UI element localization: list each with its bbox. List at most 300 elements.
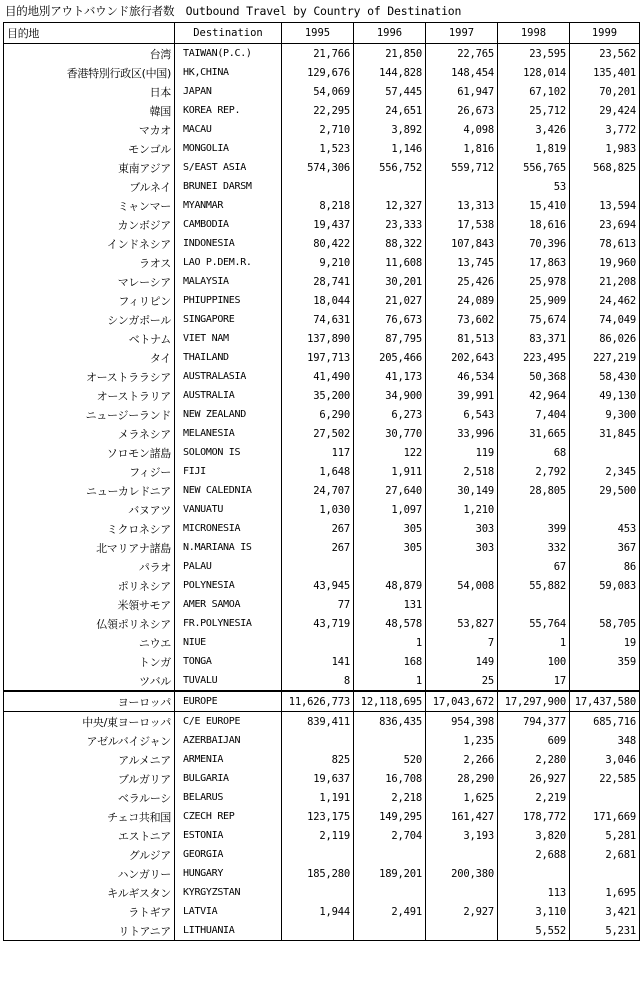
value-1999: 17,437,580 (570, 691, 640, 712)
destination-en: AMER SAMOA (175, 595, 282, 614)
destination-en: FIJI (175, 462, 282, 481)
value-1995 (282, 845, 354, 864)
value-1995: 24,707 (282, 481, 354, 500)
value-1998: 3,110 (498, 902, 570, 921)
destination-en: MACAU (175, 120, 282, 139)
header-year-1999: 1999 (570, 23, 640, 44)
destination-jp: オーストラリア (4, 386, 175, 405)
value-1998: 3,820 (498, 826, 570, 845)
value-1999: 9,300 (570, 405, 640, 424)
value-1997: 30,149 (426, 481, 498, 500)
outbound-travel-table (3, 22, 640, 941)
value-1999: 24,462 (570, 291, 640, 310)
value-1998 (498, 864, 570, 883)
table-row (4, 807, 640, 826)
value-1997 (426, 921, 498, 941)
value-1995: 54,069 (282, 82, 354, 101)
value-1997: 1,816 (426, 139, 498, 158)
destination-jp: 中央/東ヨーロッパ (4, 712, 175, 732)
table-row (4, 538, 640, 557)
value-1997: 53,827 (426, 614, 498, 633)
destination-jp: メラネシア (4, 424, 175, 443)
table-row (4, 310, 640, 329)
value-1995: 43,719 (282, 614, 354, 633)
value-1996: 2,491 (354, 902, 426, 921)
value-1999: 86 (570, 557, 640, 576)
destination-jp: ミクロネシア (4, 519, 175, 538)
value-1998: 83,371 (498, 329, 570, 348)
value-1998: 67 (498, 557, 570, 576)
value-1998: 7,404 (498, 405, 570, 424)
value-1999: 3,421 (570, 902, 640, 921)
table-row (4, 769, 640, 788)
value-1996: 1 (354, 633, 426, 652)
header-year-1996: 1996 (354, 23, 426, 44)
value-1996: 16,708 (354, 769, 426, 788)
value-1999: 13,594 (570, 196, 640, 215)
destination-en: KYRGYZSTAN (175, 883, 282, 902)
destination-jp: ラトギア (4, 902, 175, 921)
table-row (4, 386, 640, 405)
value-1995: 197,713 (282, 348, 354, 367)
value-1995: 6,290 (282, 405, 354, 424)
destination-jp: ラオス (4, 253, 175, 272)
value-1996: 30,770 (354, 424, 426, 443)
destination-jp: フィジー (4, 462, 175, 481)
destination-jp: オーストララシア (4, 367, 175, 386)
value-1995: 825 (282, 750, 354, 769)
value-1998: 2,688 (498, 845, 570, 864)
value-1996: 2,704 (354, 826, 426, 845)
table-row (4, 405, 640, 424)
value-1998: 794,377 (498, 712, 570, 732)
value-1997: 73,602 (426, 310, 498, 329)
value-1995: 74,631 (282, 310, 354, 329)
value-1999 (570, 864, 640, 883)
table-row (4, 652, 640, 671)
destination-en: VANUATU (175, 500, 282, 519)
destination-en: LATVIA (175, 902, 282, 921)
value-1995 (282, 177, 354, 196)
destination-jp: チェコ共和国 (4, 807, 175, 826)
value-1995: 41,490 (282, 367, 354, 386)
value-1998: 15,410 (498, 196, 570, 215)
value-1995: 27,502 (282, 424, 354, 443)
destination-en: NEW ZEALAND (175, 405, 282, 424)
value-1996: 205,466 (354, 348, 426, 367)
value-1996: 836,435 (354, 712, 426, 732)
value-1997: 3,193 (426, 826, 498, 845)
header-year-1998: 1998 (498, 23, 570, 44)
value-1996: 1,097 (354, 500, 426, 519)
value-1999: 19,960 (570, 253, 640, 272)
value-1999: 367 (570, 538, 640, 557)
value-1999 (570, 177, 640, 196)
value-1999: 1,983 (570, 139, 640, 158)
value-1999: 1,695 (570, 883, 640, 902)
value-1997: 24,089 (426, 291, 498, 310)
table-row (4, 557, 640, 576)
destination-jp: リトアニア (4, 921, 175, 941)
destination-en: EUROPE (175, 691, 282, 712)
value-1995: 21,766 (282, 44, 354, 64)
destination-en: SINGAPORE (175, 310, 282, 329)
value-1999: 22,585 (570, 769, 640, 788)
destination-en: MONGOLIA (175, 139, 282, 158)
value-1998: 5,552 (498, 921, 570, 941)
destination-en: TAIWAN(P.C.) (175, 44, 282, 64)
destination-jp: ヨーロッパ (4, 691, 175, 712)
value-1999: 70,201 (570, 82, 640, 101)
value-1999: 453 (570, 519, 640, 538)
value-1998: 2,280 (498, 750, 570, 769)
value-1995: 267 (282, 519, 354, 538)
value-1998: 26,927 (498, 769, 570, 788)
value-1996: 1,146 (354, 139, 426, 158)
table-row (4, 788, 640, 807)
value-1995: 1,944 (282, 902, 354, 921)
table-row (4, 462, 640, 481)
value-1997 (426, 883, 498, 902)
destination-en: HUNGARY (175, 864, 282, 883)
value-1999: 685,716 (570, 712, 640, 732)
destination-jp: ニューカレドニア (4, 481, 175, 500)
destination-jp: ニュージーランド (4, 405, 175, 424)
destination-jp: タイ (4, 348, 175, 367)
value-1998: 67,102 (498, 82, 570, 101)
value-1999: 21,208 (570, 272, 640, 291)
value-1999: 29,424 (570, 101, 640, 120)
value-1998: 17 (498, 671, 570, 691)
table-row (4, 367, 640, 386)
value-1998: 332 (498, 538, 570, 557)
value-1997: 303 (426, 538, 498, 557)
value-1996: 21,027 (354, 291, 426, 310)
destination-en: S/EAST ASIA (175, 158, 282, 177)
value-1997: 25,426 (426, 272, 498, 291)
destination-en: C/E EUROPE (175, 712, 282, 732)
destination-en: MALAYSIA (175, 272, 282, 291)
value-1998: 25,978 (498, 272, 570, 291)
destination-en: CZECH REP (175, 807, 282, 826)
value-1999: 49,130 (570, 386, 640, 405)
value-1999: 23,562 (570, 44, 640, 64)
value-1995: 35,200 (282, 386, 354, 405)
value-1998: 399 (498, 519, 570, 538)
value-1998: 75,674 (498, 310, 570, 329)
value-1998: 113 (498, 883, 570, 902)
value-1997: 33,996 (426, 424, 498, 443)
value-1997: 25 (426, 671, 498, 691)
value-1997: 107,843 (426, 234, 498, 253)
value-1998: 100 (498, 652, 570, 671)
value-1997: 1,210 (426, 500, 498, 519)
table-row (4, 595, 640, 614)
value-1998: 42,964 (498, 386, 570, 405)
destination-en: SOLOMON IS (175, 443, 282, 462)
value-1998: 55,764 (498, 614, 570, 633)
value-1995: 43,945 (282, 576, 354, 595)
value-1996: 168 (354, 652, 426, 671)
table-row (4, 883, 640, 902)
value-1995: 1,191 (282, 788, 354, 807)
value-1999: 227,219 (570, 348, 640, 367)
value-1995: 1,523 (282, 139, 354, 158)
value-1997: 39,991 (426, 386, 498, 405)
value-1996: 30,201 (354, 272, 426, 291)
value-1998 (498, 595, 570, 614)
header-destination-jp: 目的地 (4, 23, 175, 44)
value-1995: 8,218 (282, 196, 354, 215)
value-1996: 520 (354, 750, 426, 769)
value-1998: 609 (498, 731, 570, 750)
value-1997: 13,313 (426, 196, 498, 215)
destination-en: ESTONIA (175, 826, 282, 845)
value-1999 (570, 788, 640, 807)
table-row (4, 712, 640, 732)
value-1996: 1,911 (354, 462, 426, 481)
destination-jp: ベトナム (4, 329, 175, 348)
value-1996: 144,828 (354, 63, 426, 82)
value-1999: 359 (570, 652, 640, 671)
value-1999: 171,669 (570, 807, 640, 826)
value-1995 (282, 633, 354, 652)
table-row (4, 424, 640, 443)
value-1997: 119 (426, 443, 498, 462)
value-1999: 58,430 (570, 367, 640, 386)
value-1999: 568,825 (570, 158, 640, 177)
destination-en: TUVALU (175, 671, 282, 691)
value-1999: 31,845 (570, 424, 640, 443)
table-row (4, 633, 640, 652)
destination-jp: 日本 (4, 82, 175, 101)
destination-en: AZERBAIJAN (175, 731, 282, 750)
value-1999 (570, 500, 640, 519)
value-1998 (498, 500, 570, 519)
destination-jp: シンガポール (4, 310, 175, 329)
value-1997 (426, 845, 498, 864)
destination-en: NEW CALEDNIA (175, 481, 282, 500)
destination-en: LITHUANIA (175, 921, 282, 941)
destination-en: MYANMAR (175, 196, 282, 215)
destination-en: HK,CHINA (175, 63, 282, 82)
table-row (4, 731, 640, 750)
destination-jp: ハンガリー (4, 864, 175, 883)
value-1999: 29,500 (570, 481, 640, 500)
table-row (4, 443, 640, 462)
destination-en: PALAU (175, 557, 282, 576)
value-1999: 2,681 (570, 845, 640, 864)
value-1997: 161,427 (426, 807, 498, 826)
destination-jp: キルギスタン (4, 883, 175, 902)
value-1997: 13,745 (426, 253, 498, 272)
table-row (4, 481, 640, 500)
value-1997: 28,290 (426, 769, 498, 788)
value-1998: 17,863 (498, 253, 570, 272)
value-1999 (570, 443, 640, 462)
table-row (4, 196, 640, 215)
value-1995: 19,437 (282, 215, 354, 234)
value-1997: 200,380 (426, 864, 498, 883)
value-1997: 4,098 (426, 120, 498, 139)
table-row (4, 253, 640, 272)
value-1998: 68 (498, 443, 570, 462)
value-1998: 23,595 (498, 44, 570, 64)
value-1998: 128,014 (498, 63, 570, 82)
value-1998: 53 (498, 177, 570, 196)
value-1996 (354, 177, 426, 196)
value-1996 (354, 731, 426, 750)
table-row (4, 101, 640, 120)
table-row (4, 158, 640, 177)
destination-jp: 台湾 (4, 44, 175, 64)
value-1997: 2,927 (426, 902, 498, 921)
header-row (4, 23, 640, 44)
value-1996: 3,892 (354, 120, 426, 139)
value-1996: 305 (354, 519, 426, 538)
table-row (4, 576, 640, 595)
value-1996: 23,333 (354, 215, 426, 234)
value-1997: 17,043,672 (426, 691, 498, 712)
value-1999: 3,772 (570, 120, 640, 139)
destination-en: BRUNEI DARSM (175, 177, 282, 196)
value-1995: 19,637 (282, 769, 354, 788)
value-1997: 6,543 (426, 405, 498, 424)
value-1996: 131 (354, 595, 426, 614)
value-1999: 5,281 (570, 826, 640, 845)
value-1995: 22,295 (282, 101, 354, 120)
table-row (4, 348, 640, 367)
table-row (4, 215, 640, 234)
value-1998: 31,665 (498, 424, 570, 443)
destination-en: N.MARIANA IS (175, 538, 282, 557)
value-1995: 185,280 (282, 864, 354, 883)
value-1999: 78,613 (570, 234, 640, 253)
value-1995: 9,210 (282, 253, 354, 272)
destination-en: PHIUPPINES (175, 291, 282, 310)
value-1998: 178,772 (498, 807, 570, 826)
destination-jp: エストニア (4, 826, 175, 845)
value-1997: 2,518 (426, 462, 498, 481)
destination-jp: ポリネシア (4, 576, 175, 595)
destination-en: KOREA REP. (175, 101, 282, 120)
destination-jp: カンボジア (4, 215, 175, 234)
table-row (4, 139, 640, 158)
destination-en: CAMBODIA (175, 215, 282, 234)
value-1998: 17,297,900 (498, 691, 570, 712)
value-1999: 58,705 (570, 614, 640, 633)
value-1999 (570, 595, 640, 614)
value-1998: 2,219 (498, 788, 570, 807)
value-1996: 6,273 (354, 405, 426, 424)
value-1996: 76,673 (354, 310, 426, 329)
value-1996: 2,218 (354, 788, 426, 807)
destination-jp: トンガ (4, 652, 175, 671)
value-1996 (354, 845, 426, 864)
value-1999: 86,026 (570, 329, 640, 348)
destination-en: LAO P.DEM.R. (175, 253, 282, 272)
value-1996: 12,118,695 (354, 691, 426, 712)
destination-jp: ブルネイ (4, 177, 175, 196)
destination-en: JAPAN (175, 82, 282, 101)
value-1998: 2,792 (498, 462, 570, 481)
table-row (4, 500, 640, 519)
value-1997: 303 (426, 519, 498, 538)
value-1997: 22,765 (426, 44, 498, 64)
destination-en: AUSTRALIA (175, 386, 282, 405)
destination-jp: モンゴル (4, 139, 175, 158)
value-1997: 1,235 (426, 731, 498, 750)
destination-jp: 米領サモア (4, 595, 175, 614)
destination-jp: ツバル (4, 671, 175, 691)
value-1995: 141 (282, 652, 354, 671)
value-1995: 129,676 (282, 63, 354, 82)
value-1997 (426, 595, 498, 614)
value-1995: 8 (282, 671, 354, 691)
value-1999: 348 (570, 731, 640, 750)
destination-jp: 香港特別行政区(中国) (4, 63, 175, 82)
destination-en: INDONESIA (175, 234, 282, 253)
destination-jp: 仏領ポリネシア (4, 614, 175, 633)
value-1995: 267 (282, 538, 354, 557)
table-row (4, 691, 640, 712)
table-row (4, 864, 640, 883)
value-1999 (570, 671, 640, 691)
table-row (4, 291, 640, 310)
value-1996: 122 (354, 443, 426, 462)
value-1999: 2,345 (570, 462, 640, 481)
value-1999: 5,231 (570, 921, 640, 941)
value-1995 (282, 731, 354, 750)
value-1996: 189,201 (354, 864, 426, 883)
value-1997: 954,398 (426, 712, 498, 732)
table-row (4, 826, 640, 845)
destination-en: POLYNESIA (175, 576, 282, 595)
table-row (4, 63, 640, 82)
value-1996: 1 (354, 671, 426, 691)
destination-jp: グルジア (4, 845, 175, 864)
table-row (4, 519, 640, 538)
value-1998: 556,765 (498, 158, 570, 177)
table-body (4, 44, 640, 941)
destination-en: BULGARIA (175, 769, 282, 788)
value-1995: 1,648 (282, 462, 354, 481)
value-1997: 148,454 (426, 63, 498, 82)
table-row (4, 902, 640, 921)
value-1997 (426, 557, 498, 576)
table-row (4, 234, 640, 253)
value-1997: 202,643 (426, 348, 498, 367)
value-1995: 11,626,773 (282, 691, 354, 712)
value-1995 (282, 557, 354, 576)
value-1997: 149 (426, 652, 498, 671)
destination-en: TONGA (175, 652, 282, 671)
value-1998: 3,426 (498, 120, 570, 139)
value-1996 (354, 921, 426, 941)
value-1996: 87,795 (354, 329, 426, 348)
value-1995: 77 (282, 595, 354, 614)
destination-en: MICRONESIA (175, 519, 282, 538)
value-1998: 70,396 (498, 234, 570, 253)
table-row (4, 845, 640, 864)
destination-jp: パラオ (4, 557, 175, 576)
value-1995: 18,044 (282, 291, 354, 310)
destination-en: BELARUS (175, 788, 282, 807)
value-1997: 54,008 (426, 576, 498, 595)
value-1998: 223,495 (498, 348, 570, 367)
value-1998: 1,819 (498, 139, 570, 158)
value-1996: 48,578 (354, 614, 426, 633)
